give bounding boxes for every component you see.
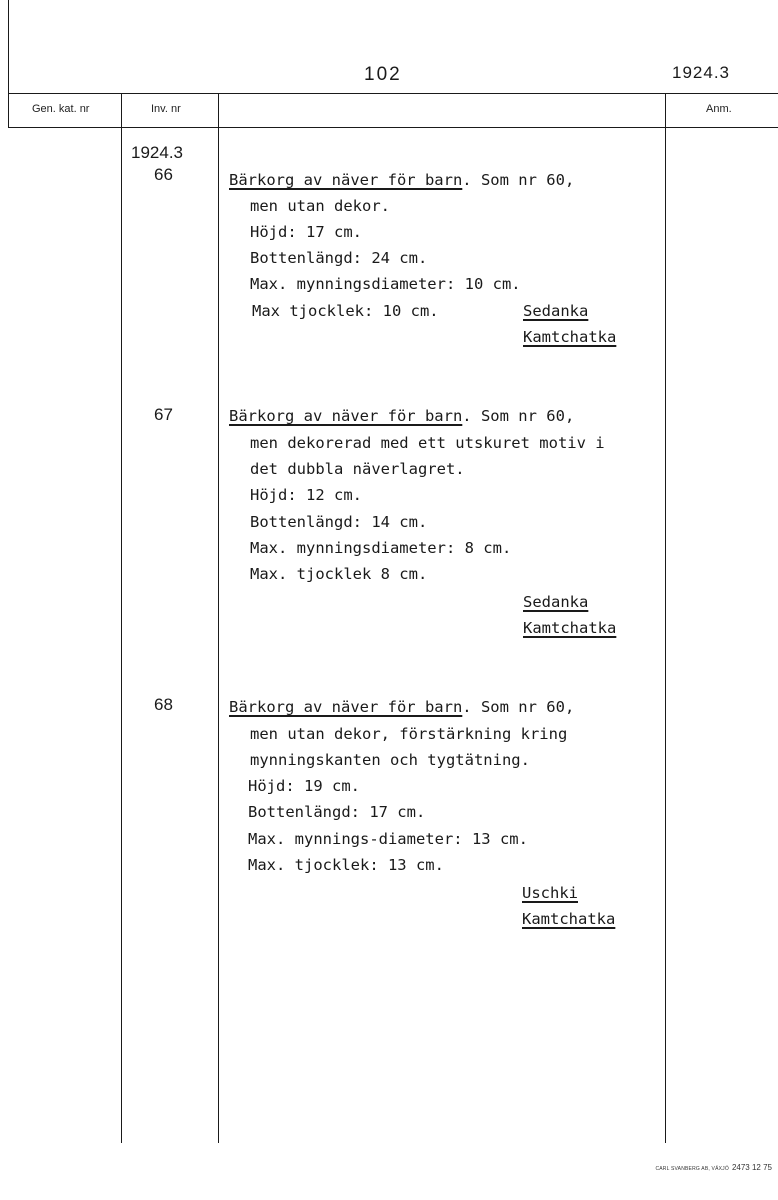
header-bottom-rule — [8, 127, 778, 128]
inv-number: 67 — [154, 405, 173, 424]
place-name: Sedanka — [523, 302, 589, 320]
inv-year: 1924.3 — [131, 143, 183, 162]
entry-line: Bottenlängd: 24 cm. — [250, 249, 428, 267]
entry-line: Max tjocklek: 10 cm. — [252, 302, 439, 320]
entry-line: mynningskanten och tygtätning. — [250, 751, 530, 769]
entry-title: Bärkorg av näver för barn — [229, 698, 463, 716]
entry-line: men utan dekor, förstärkning kring — [250, 725, 568, 743]
page-number: 102 — [364, 64, 402, 85]
series-number: 1924.3 — [672, 63, 730, 82]
printer-imprint — [655, 1163, 772, 1172]
place-region: Kamtchatka — [522, 910, 616, 928]
entry-line: Max. mynningsdiameter: 8 cm. — [250, 539, 512, 557]
entry-line: Bottenlängd: 17 cm. — [248, 803, 426, 821]
entry-title-rest: . Som nr 60, — [462, 407, 575, 425]
inv-number: 66 — [154, 165, 173, 184]
entry-line: Max. tjocklek: 13 cm. — [248, 856, 444, 874]
entry-title: Bärkorg av näver för barn — [229, 407, 463, 425]
left-margin-rule — [8, 0, 9, 127]
entry-line: det dubbla näverlagret. — [250, 460, 465, 478]
inv-number: 68 — [154, 695, 173, 714]
column-gen-kat: Gen. kat. nr — [32, 103, 90, 115]
place-region: Kamtchatka — [523, 328, 617, 346]
column-inv: Inv. nr — [151, 103, 181, 115]
entry-title-line — [229, 170, 574, 190]
place-name: Sedanka — [523, 593, 589, 611]
entry-line: men dekorerad med ett utskuret motiv i — [250, 434, 605, 452]
entry-line: Bottenlängd: 14 cm. — [250, 513, 428, 531]
entry-title-line — [229, 697, 574, 717]
entry-line: Max. mynnings-diameter: 13 cm. — [248, 830, 528, 848]
printer-name: CARL SVANBERG AB, VÄXJÖ — [655, 1166, 729, 1172]
entry-line: Max. mynningsdiameter: 10 cm. — [250, 275, 521, 293]
column-anm: Anm. — [706, 103, 732, 115]
gen-inv-divider — [121, 93, 122, 1143]
header-top-rule — [8, 93, 778, 94]
desc-anm-divider — [665, 93, 666, 1143]
entry-line: men utan dekor. — [250, 197, 390, 215]
entry-line: Höjd: 19 cm. — [248, 777, 360, 795]
place-name: Uschki — [522, 884, 578, 902]
entry-title-rest: . Som nr 60, — [462, 698, 575, 716]
inv-desc-divider — [218, 93, 219, 1143]
form-code: 2473 12 75 — [731, 1163, 772, 1172]
entry-title-rest: . Som nr 60, — [462, 171, 575, 189]
entry-title-line — [229, 406, 574, 426]
entry-title: Bärkorg av näver för barn — [229, 171, 463, 189]
entry-line: Max. tjocklek 8 cm. — [250, 565, 428, 583]
entry-line: Höjd: 12 cm. — [250, 486, 362, 504]
entry-line: Höjd: 17 cm. — [250, 223, 362, 241]
place-region: Kamtchatka — [523, 619, 617, 637]
